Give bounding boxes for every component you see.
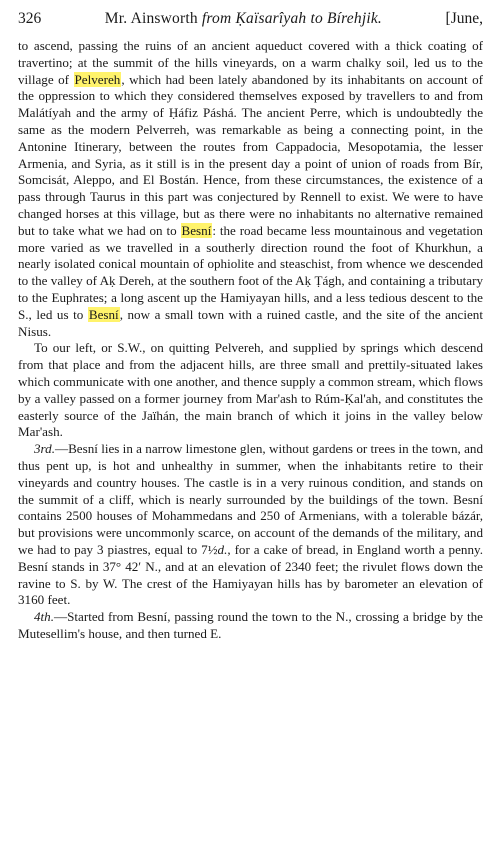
text-segment: to ascend, passing the ruins of an ancient aqueduct covered with a thick coating of travertino; at the summit of the hills vineyards, on a warm chalky soil, led us to the village of bbox=[18, 38, 483, 87]
text-segment: , now a small town with a ruined castle, and the site of the ancient Nisus. bbox=[18, 306, 483, 339]
text-segment: To our left, or S.W., on quitting Pelvereh, and supplied by springs which descend from that place and from the adjacent hills, are three small and prettily-situated lakes which communicate with one another, and thence supply a common stream, which flows by a valley passed on a former journey from Mar'ash to Rúm-Ḳal'ah, and constitutes the easterly source of the Jaïhán, the main branch of which it joins in the valley below Mar'ash. bbox=[18, 340, 483, 440]
running-header bbox=[18, 8, 483, 38]
running-title-author: Mr. Ainsworth bbox=[104, 10, 198, 27]
paragraph bbox=[18, 441, 483, 609]
text-segment: d. bbox=[217, 541, 228, 557]
running-title-date: [June, bbox=[445, 10, 483, 27]
paragraph bbox=[18, 609, 483, 643]
highlighted-place-name: Besní bbox=[88, 306, 119, 322]
book-page bbox=[18, 8, 483, 643]
text-segment: : the road became less mountainous and vegetation more varied as we travelled in a southerly direction round the foot of Khurkhun, a nearly isolated conical mountain of ophiolite and steaschist, from whence we descended to the valley of Aḳ Dereh, at the southern foot of the Aḳ Ṭágh, and containing a tributary to the Euphrates; a long ascent up the Hamiyayan hills, and a less tedious descent to the S., led us to bbox=[18, 222, 483, 322]
running-title-route: from Ḳaïsarîyah to Bírehjik. bbox=[201, 10, 383, 27]
text-segment: —Besní lies in a narrow limestone glen, without gardens or trees in the town, and thus pent up, is hot and unhealthy in summer, when the inhabitants retire to their vineyards and country houses. The castle is in a very ruinous condition, and stands on the summit of a cliff, which is nearly surrounded by the buildings of the town. Besní contains 2500 houses of Mohammedans and 250 of Armenians, with a tolerable bázár, but provisions were uncommonly scarce, on account of the demands of the military, and we had to pay 3 piastres, equal to 7½ bbox=[18, 441, 483, 557]
text-segment: —Started from Besní, passing round the town to the N., crossing a bridge by the Mutesellim's house, and then turned E. bbox=[18, 609, 483, 641]
text-segment: 4th. bbox=[34, 609, 55, 625]
text-segment: , for a cake of bread, in England worth a penny. Besní stands in 37° 42′ N., and at an elevation of 2340 feet; the rivulet flows down the ravine to S. by W. The crest of the Hamiyayan hills has by barometer an elevation of 3160 feet. bbox=[18, 541, 483, 608]
page-number: 326 bbox=[18, 10, 42, 27]
body-text bbox=[18, 38, 483, 643]
highlighted-place-name: Pelvereh bbox=[74, 71, 121, 87]
text-segment: 3rd. bbox=[34, 441, 55, 457]
highlighted-place-name: Besní bbox=[181, 222, 212, 238]
text-segment: , which had been lately abandoned by its inhabitants on account of the oppression to which they considered themselves exposed by travellers to and from Malátíyah and the army of Ḥáfiz Páshá. The ancient Perre, which is undoubtedly the same as the modern Pelverreh, was remarkable as being a connecting point, in the Antonine Itinerary, between the routes from Cappadocia, Mesopotamia, the lesser Armenia, and Syria, as it still is in the present day a point of union of roads from Bír, Somcisát, Aleppo, and El Bostán. Hence, from these circumstances, the existence of a pass through Taurus in this part was conjectured by Rennell to exist. We were to have changed horses at this village, but as there were no inhabitants no alternative remained but to take what we had on to bbox=[18, 71, 483, 238]
paragraph bbox=[18, 38, 483, 340]
paragraph bbox=[18, 340, 483, 441]
running-title bbox=[105, 8, 382, 30]
